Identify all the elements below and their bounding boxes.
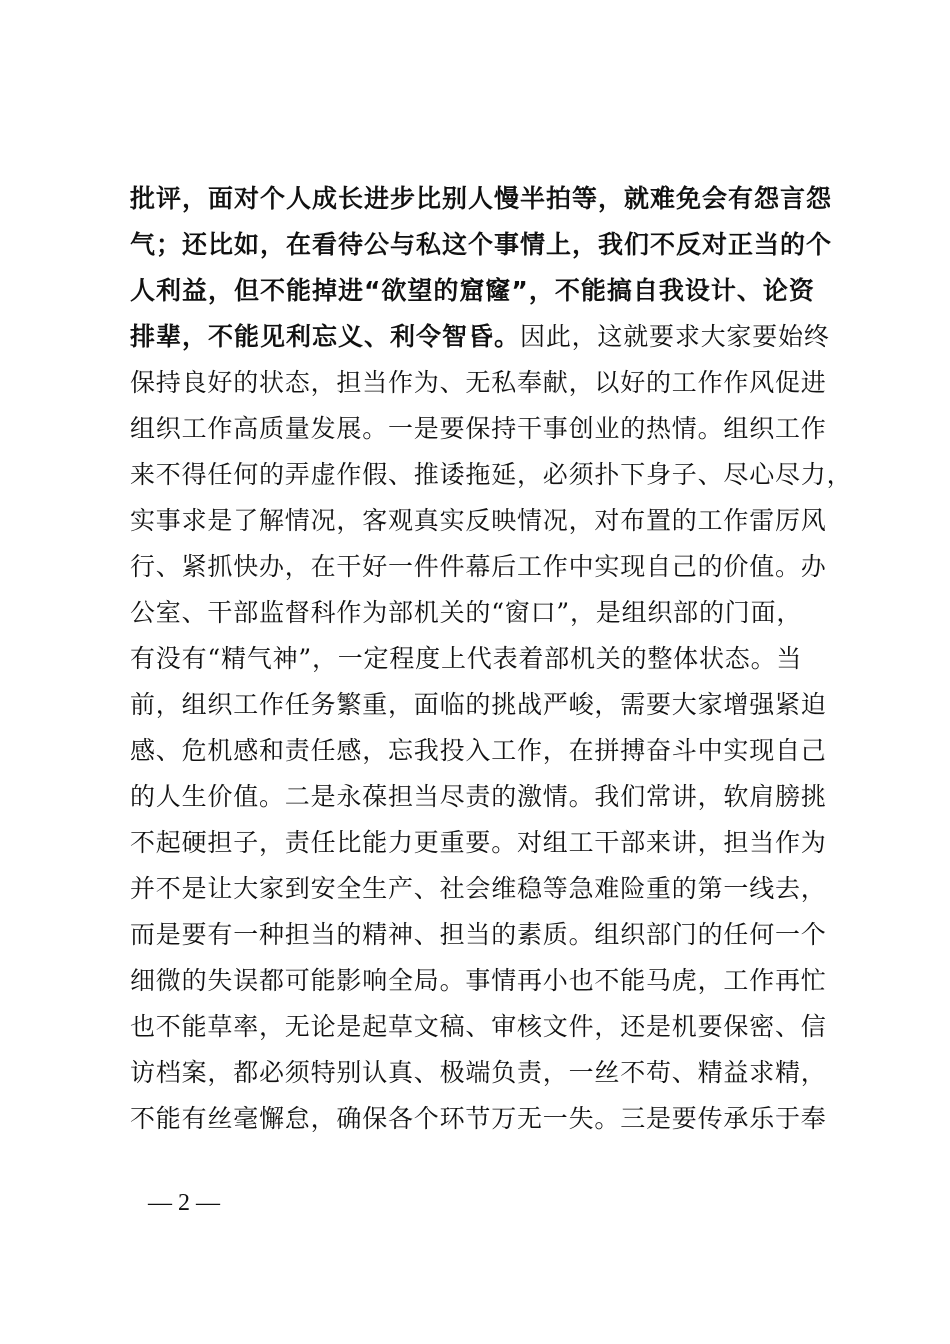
text-line: 保持良好的状态，担当作为、无私奉献，以好的工作作风促进	[130, 368, 827, 397]
text-line: 不起硬担子，责任比能力更重要。对组工干部来讲，担当作为	[130, 828, 827, 857]
regular-text-segment: 因此，这就要求大家要始终	[520, 322, 830, 351]
text-line: 的人生价值。二是永葆担当尽责的激情。我们常讲，软肩膀挑	[130, 782, 827, 811]
text-line: 人利益，但不能掉进“欲望的窟窿”，不能搞自我设计、论资	[130, 276, 815, 305]
text-line: 不能有丝毫懈怠，确保各个环节万无一失。三是要传承乐于奉	[130, 1104, 827, 1133]
text-line: 并不是让大家到安全生产、社会维稳等急难险重的第一线去，	[130, 874, 827, 903]
body-text	[130, 176, 853, 1142]
text-line: 公室、干部监督科作为部机关的“窗口”，是组织部的门面，	[130, 598, 803, 627]
bold-text-segment: 排辈，不能见利忘义、利令智昏。	[130, 322, 521, 351]
text-line: 气；还比如，在看待公与私这个事情上，我们不反对正当的个	[130, 230, 833, 259]
text-line: 实事求是了解情况，客观真实反映情况，对布置的工作雷厉风	[130, 506, 827, 535]
page-number: — 2 —	[148, 1190, 220, 1216]
text-line: 有没有“精气神”，一定程度上代表着部机关的整体状态。当	[130, 644, 803, 673]
text-line: 组织工作高质量发展。一是要保持干事创业的热情。组织工作	[130, 414, 827, 443]
text-line: 也不能草率，无论是起草文稿、审核文件，还是机要保密、信	[130, 1012, 827, 1041]
text-line	[130, 314, 830, 360]
text-line: 来不得任何的弄虚作假、推诿拖延，必须扑下身子、尽心尽力，	[130, 460, 853, 489]
text-line: 细微的失误都可能影响全局。事情再小也不能马虎，工作再忙	[130, 966, 827, 995]
text-line: 行、紧抓快办，在干好一件件幕后工作中实现自己的价值。办	[130, 552, 827, 581]
text-line: 而是要有一种担当的精神、担当的素质。组织部门的任何一个	[130, 920, 827, 949]
text-line: 批评，面对个人成长进步比别人慢半拍等，就难免会有怨言怨	[130, 184, 833, 213]
text-line: 访档案，都必须特别认真、极端负责，一丝不苟、精益求精，	[130, 1058, 827, 1087]
text-line: 前，组织工作任务繁重，面临的挑战严峻，需要大家增强紧迫	[130, 690, 827, 719]
text-line: 感、危机感和责任感，忘我投入工作，在拼搏奋斗中实现自己	[130, 736, 827, 765]
